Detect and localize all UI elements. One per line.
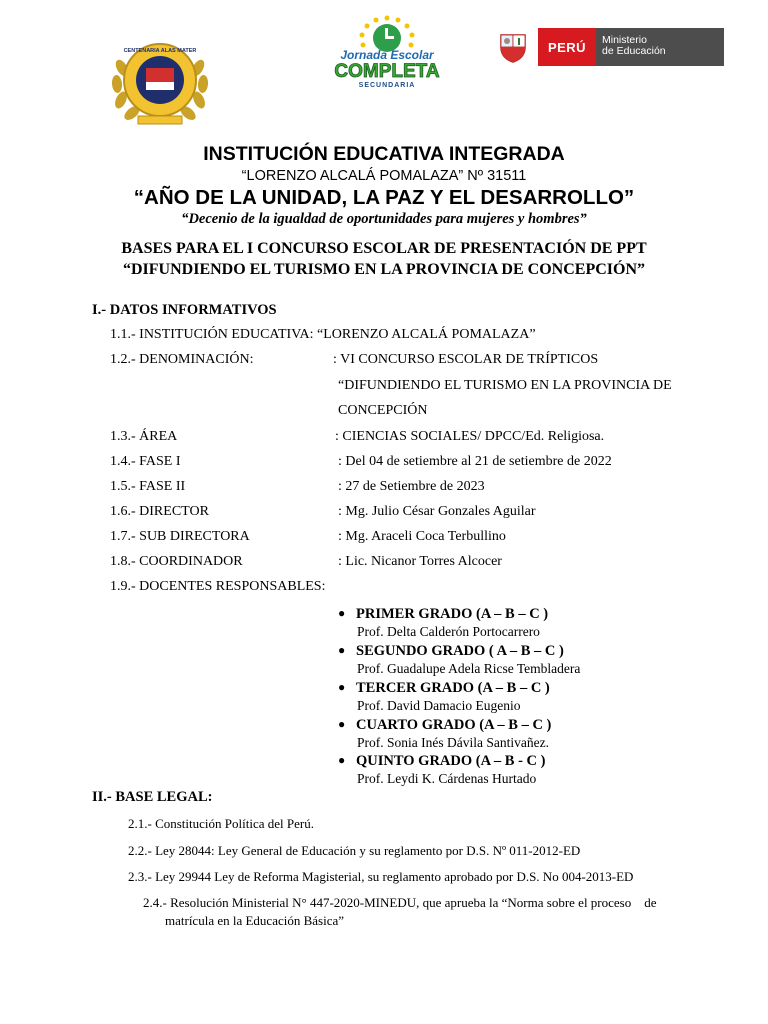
jec-logo-line3: SECUNDARIA	[358, 82, 416, 89]
jec-logo-line2: COMPLETA	[334, 61, 440, 82]
info-label: 1.9.- DOCENTES RESPONSABLES:	[110, 579, 326, 594]
jec-logo-line1: Jornada Escolar	[340, 48, 434, 62]
legal-item: 2.2.- Ley 28044: Ley General de Educación y su reglamento por D.S. Nº 011-2012-ED	[128, 843, 581, 858]
info-value: : Lic. Nicanor Torres Alcocer	[338, 554, 502, 569]
info-value: CONCEPCIÓN	[338, 403, 428, 418]
info-label: 1.7.- SUB DIRECTORA	[110, 529, 250, 544]
grade-name: QUINTO GRADO (A – B - C )	[356, 753, 546, 769]
bullet-icon: ●	[338, 606, 346, 620]
grade-name: TERCER GRADO (A – B – C )	[356, 680, 550, 696]
legal-item: 2.3.- Ley 29944 Ley de Reforma Magisterial, su reglamento aprobado por D.S. No 004-2013-ED	[128, 869, 634, 884]
info-label: 1.4.- FASE I	[110, 454, 181, 469]
ministry-line1: Ministerio	[602, 34, 647, 46]
info-value: : CIENCIAS SOCIALES/ DPCC/Ed. Religiosa.	[335, 429, 605, 444]
info-label: 1.6.- DIRECTOR	[110, 504, 209, 519]
ministry-logo	[488, 28, 724, 66]
bases-title-line2: “DIFUNDIENDO EL TURISMO EN LA PROVINCIA DE CONCEPCIÓN”	[123, 261, 645, 278]
grade-name: CUARTO GRADO (A – B – C )	[356, 717, 552, 733]
school-emblem-text	[108, 38, 212, 78]
institution-title: INSTITUCIÓN EDUCATIVA INTEGRADA	[203, 143, 565, 165]
info-label: 1.3.- ÁREA	[110, 429, 178, 444]
info-value: : 27 de Setiembre de 2023	[338, 479, 485, 494]
bullet-icon: ●	[338, 753, 346, 767]
jornada-escolar-logo-icon	[316, 14, 458, 90]
info-value: “DIFUNDIENDO EL TURISMO EN LA PROVINCIA DE	[338, 378, 672, 393]
section2-heading: II.- BASE LEGAL:	[92, 789, 213, 805]
bases-title-line1: BASES PARA EL I CONCURSO ESCOLAR DE PRESENTACIÓN DE PPT	[121, 240, 647, 257]
grade-teacher: Prof. David Damacio Eugenio	[357, 698, 521, 713]
school-emblem-lettering: CENTENARIA ALAS MATER	[123, 48, 197, 54]
bullet-icon: ●	[338, 717, 346, 731]
grade-name: SEGUNDO GRADO ( A – B – C )	[356, 643, 564, 659]
grade-name: PRIMER GRADO (A – B – C )	[356, 606, 549, 622]
grade-teacher: Prof. Leydi K. Cárdenas Hurtado	[357, 771, 537, 786]
ministry-line2: de Educación	[602, 45, 666, 57]
section1-heading: I.- DATOS INFORMATIVOS	[92, 302, 277, 318]
info-value: : VI CONCURSO ESCOLAR DE TRÍPTICOS	[333, 352, 599, 367]
peru-coat-of-arms-icon	[488, 28, 538, 66]
legal-item: 2.4.- Resolución Ministerial N° 447-2020-MINEDU, que aprueba la “Norma sobre el proceso de	[143, 895, 657, 910]
grade-teacher: Prof. Guadalupe Adela Ricse Tembladera	[357, 661, 581, 676]
grade-teacher: Prof. Sonia Inés Dávila Santivañez.	[357, 735, 549, 750]
info-value: : Del 04 de setiembre al 21 de setiembre de 2022	[338, 454, 612, 469]
school-name: “LORENZO ALCALÁ POMALAZA” Nº 31511	[241, 168, 527, 184]
legal-item: 2.1.- Constitución Política del Perú.	[128, 816, 314, 831]
year-name: “AÑO DE LA UNIDAD, LA PAZ Y EL DESARROLLO”	[133, 186, 635, 209]
grade-teacher: Prof. Delta Calderón Portocarrero	[357, 624, 540, 639]
info-value: : Mg. Araceli Coca Terbullino	[338, 529, 506, 544]
info-label: 1.1.- INSTITUCIÓN EDUCATIVA: “LORENZO ALCALÁ POMALAZA”	[110, 327, 536, 342]
info-label: 1.8.- COORDINADOR	[110, 554, 243, 569]
peru-label: PERÚ	[538, 28, 596, 66]
bullet-icon: ●	[338, 643, 346, 657]
legal-item-continuation: matrícula en la Educación Básica”	[165, 913, 345, 928]
decade-name: “Decenio de la igualdad de oportunidades para mujeres y hombres”	[181, 211, 587, 227]
info-value: : Mg. Julio César Gonzales Aguilar	[338, 504, 536, 519]
ministry-name	[596, 28, 724, 66]
info-label: 1.2.- DENOMINACIÓN:	[110, 352, 254, 367]
info-label: 1.5.- FASE II	[110, 479, 186, 494]
bullet-icon: ●	[338, 680, 346, 694]
